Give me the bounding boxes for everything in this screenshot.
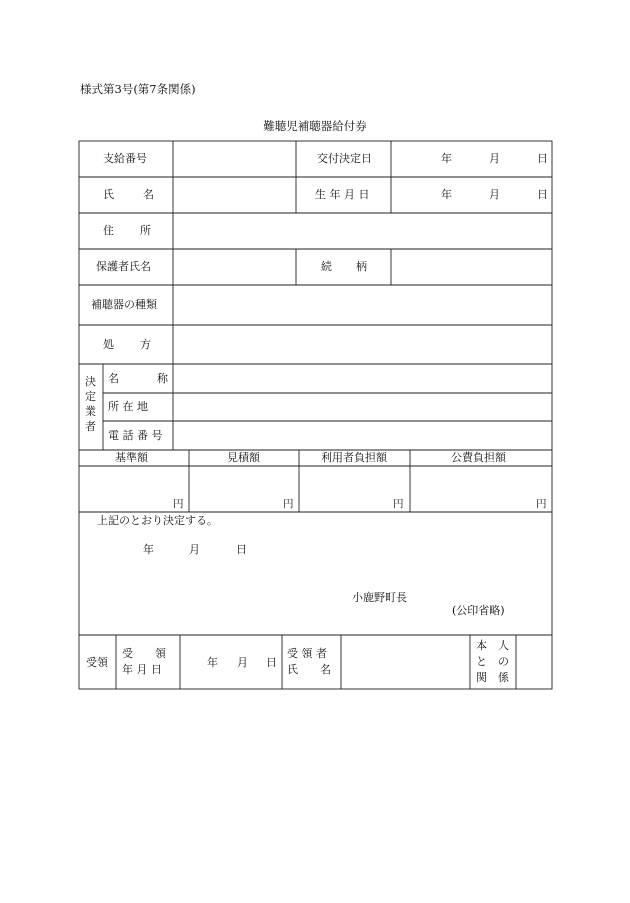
field-hogosha-shimei[interactable] [174, 249, 296, 285]
label-juryo-date-2: 年 月 日 [122, 663, 162, 676]
field-jusho[interactable] [174, 213, 552, 249]
yen-unit-3: 円 [393, 498, 404, 510]
mayor-title: 小鹿野町長 [352, 591, 407, 604]
label-shozaichi: 所 在 地 [108, 400, 148, 413]
label-shoho-1: 処 [103, 338, 114, 351]
form-number: 様式第3号(第7条関係) [80, 82, 196, 96]
field-recipient-name[interactable] [342, 636, 470, 689]
receipt-tsuki: 月 [237, 656, 248, 669]
field-shoho[interactable] [174, 325, 552, 364]
label-relation-2: と の [476, 655, 509, 668]
field-kohi-futangaku[interactable] [411, 467, 552, 512]
label-shikyu-bango: 支給番号 [103, 152, 147, 165]
vendor-group-label-4: 者 [85, 420, 96, 433]
header-riyosha-futangaku: 利用者負担額 [321, 451, 387, 464]
field-zokugara[interactable] [392, 249, 552, 285]
label-zokugara-2: 柄 [356, 260, 367, 273]
receipt-nen: 年 [207, 656, 218, 669]
label-hochoki-shurui: 補聴器の種類 [91, 298, 157, 311]
header-mitsumorigaku: 見積額 [227, 451, 260, 464]
date-hi: 日 [537, 152, 548, 165]
yen-unit-2: 円 [283, 498, 294, 510]
vendor-group-label-3: 業 [85, 405, 96, 418]
label-kofu-kettei-bi: 交付決定日 [317, 152, 372, 165]
document-title: 難聴児補聴器給付券 [263, 119, 367, 133]
birth-nen: 年 [441, 188, 452, 201]
label-juryo: 受領 [86, 656, 108, 669]
label-juryo-date-1: 受 領 [122, 647, 166, 660]
label-recipient-1: 受 領 者 [287, 647, 327, 660]
label-denwa: 電 話 番 号 [108, 429, 163, 442]
label-jusho-1: 住 [103, 224, 114, 237]
decision-nen: 年 [143, 543, 154, 556]
label-meisho-2: 称 [157, 372, 168, 385]
label-hogosha-shimei: 保護者氏名 [96, 260, 151, 273]
label-meisho-1: 名 [108, 372, 119, 385]
vendor-group-label-2: 定 [85, 390, 96, 403]
decision-tsuki: 月 [189, 543, 200, 556]
label-zokugara-1: 続 [321, 260, 332, 273]
yen-unit-4: 円 [536, 498, 547, 510]
label-shoho-2: 方 [140, 338, 151, 351]
label-relation-3: 関 係 [476, 671, 509, 684]
header-kijungaku: 基準額 [115, 451, 148, 464]
label-relation-1: 本 人 [476, 639, 509, 652]
date-tsuki: 月 [489, 152, 500, 165]
yen-unit-1: 円 [173, 498, 184, 510]
label-jusho-2: 所 [140, 224, 151, 237]
decision-hi: 日 [236, 543, 247, 556]
label-recipient-2: 氏 名 [287, 663, 331, 676]
field-relation[interactable] [517, 636, 552, 689]
field-vendor-address[interactable] [174, 393, 552, 421]
receipt-hi: 日 [266, 656, 277, 669]
date-nen: 年 [441, 152, 452, 165]
decision-statement: 上記のとおり決定する。 [97, 514, 218, 527]
birth-tsuki: 月 [489, 188, 500, 201]
field-vendor-name[interactable] [174, 364, 552, 393]
field-shikyu-bango[interactable] [174, 141, 296, 177]
label-shimei-1: 氏 [103, 188, 114, 201]
birth-hi: 日 [537, 188, 548, 201]
header-kohi-futangaku: 公費負担額 [451, 451, 506, 464]
field-shimei[interactable] [174, 177, 296, 213]
field-hochoki-shurui[interactable] [174, 285, 552, 325]
seal-note: (公印省略) [452, 604, 505, 617]
vendor-group-label-1: 決 [85, 375, 96, 388]
label-shimei-2: 名 [143, 188, 154, 201]
label-seinengappi: 生 年 月 日 [315, 188, 370, 201]
field-vendor-phone[interactable] [174, 421, 552, 450]
